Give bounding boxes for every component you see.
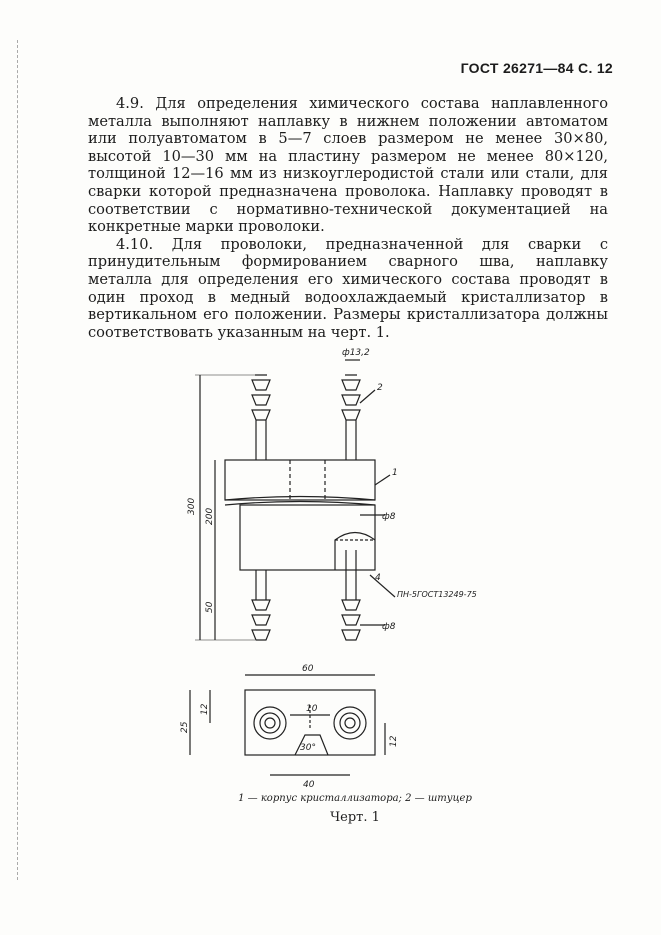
paragraph-4-9: 4.9. Для определения химического состава наплавленного металла выполняют наплавку в нижнем положении автоматом или полуавтоматом в 5—7 слоев размером не менее 30×80, высотой 10—30 мм на пластину размером не менее 80×120, толщиной 12—16 мм из низкоуглеродистой стали или стали, для сварки которой предназначена проволока. Наплавку проводят в соответствии с нормативно-технической документацией на конкретные марки проволоки. bbox=[88, 95, 608, 236]
right-bottom-nipple bbox=[342, 550, 360, 640]
margin-line bbox=[17, 40, 19, 880]
label-d8a: ф8 bbox=[382, 512, 396, 522]
label-v25: 25 bbox=[180, 721, 190, 733]
label-h300: 300 bbox=[187, 497, 197, 515]
label-n4: 4 bbox=[375, 573, 381, 583]
label-a30: 30° bbox=[300, 743, 316, 753]
label-d8b: ф8 bbox=[382, 622, 396, 632]
paragraph-4-10: 4.10. Для проволоки, предназначенной для сварки с принудительным формированием сварного шва, наплавку металла для определения его химического состава проводят в один проход в медный водоохлаждаемый кристаллизатор в вертикальном его положении. Размеры кристаллизатора должны соответствовать указанным на черт. 1. bbox=[88, 235, 608, 341]
label-w10: 10 bbox=[306, 704, 318, 714]
label-h50: 50 bbox=[205, 601, 215, 613]
label-v12a: 12 bbox=[200, 703, 210, 715]
figure-title: Черт. 1 bbox=[330, 810, 380, 825]
left-bottom-nipple bbox=[252, 570, 270, 640]
label-pn: ПН-5ГОСТ13249-75 bbox=[397, 590, 477, 599]
label-h200: 200 bbox=[205, 507, 215, 525]
drawing-figure bbox=[170, 335, 510, 810]
label-n2: 2 bbox=[377, 383, 383, 393]
page-header: ГОСТ 26271—84 С. 12 bbox=[460, 60, 613, 76]
right-top-nipple bbox=[342, 375, 360, 460]
label-v12b: 12 bbox=[389, 735, 399, 747]
label-w60: 60 bbox=[302, 664, 314, 674]
label-w40: 40 bbox=[303, 780, 315, 790]
technical-drawing bbox=[170, 335, 510, 810]
label-d13: ф13,2 bbox=[342, 348, 370, 358]
left-top-nipple bbox=[252, 375, 270, 460]
text-block bbox=[88, 95, 608, 341]
label-n1: 1 bbox=[392, 468, 398, 478]
figure-caption: 1 — корпус кристаллизатора; 2 — штуцер bbox=[238, 793, 472, 804]
